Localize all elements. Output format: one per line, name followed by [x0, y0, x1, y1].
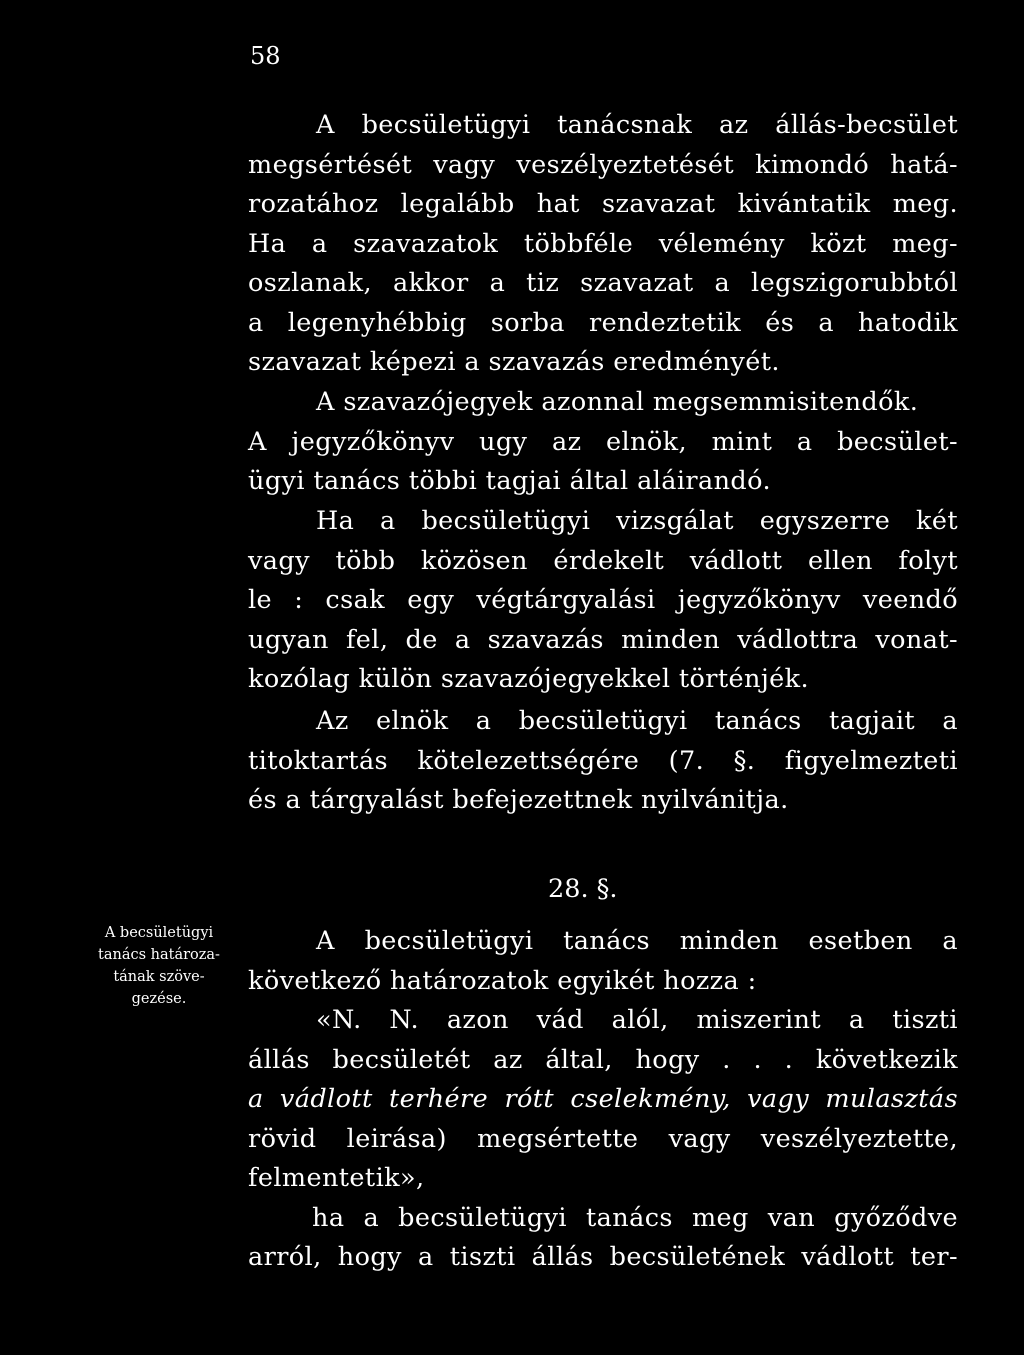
text-line: Az elnök a becsületügyi tanács tagjait a: [316, 706, 958, 736]
text-line: «N. N. azon vád alól, miszerint a tiszti: [316, 1005, 958, 1035]
text-line: a vádlott terhére rótt cselekmény, vagy mulasztás: [248, 1084, 958, 1114]
paragraph-4: [248, 702, 958, 821]
paragraph-2: [248, 383, 958, 502]
margin-note-line: A becsületügyi: [104, 925, 214, 941]
margin-note: [80, 922, 238, 1010]
text-line: A jegyzőkönyv ugy az elnök, mint a becsület-: [248, 426, 958, 457]
text-line: le : csak egy végtárgyalási jegyzőkönyv veendő: [248, 585, 958, 615]
text-line: arról, hogy a tiszti állás becsületének vádlott ter-: [248, 1242, 958, 1272]
text-line: A becsületügyi tanácsnak az állás-becsület: [316, 110, 958, 140]
paragraph-1: [248, 106, 958, 383]
text-line: felmentetik»,: [248, 1163, 425, 1193]
text-line: kozólag külön szavazójegyekkel történjék.: [248, 664, 809, 694]
text-line: ugyan fel, de a szavazás minden vádlottra vonat-: [248, 624, 958, 655]
text-line: rozatához legalább hat szavazat kivántatik meg.: [248, 189, 958, 219]
text-line: Ha a becsületügyi vizsgálat egyszerre két: [316, 506, 958, 536]
margin-note-line: gezése.: [131, 991, 187, 1007]
text-line: oszlanak, akkor a tiz szavazat a legszigorubbtól: [248, 268, 958, 298]
text-line: megsértését vagy veszélyeztetését kimondó hatá-: [248, 149, 958, 180]
text-line: Ha a szavazatok többféle vélemény közt meg-: [248, 228, 958, 259]
text-line: ha a becsületügyi tanács meg van győződve: [312, 1202, 958, 1233]
text-line: és a tárgyalást befejezettnek nyilvánitja.: [248, 785, 789, 815]
text-line: vagy több közösen érdekelt vádlott ellen folyt: [248, 545, 958, 576]
text-line: ügyi tanács többi tagjai által aláirandó.: [248, 466, 771, 496]
text-line: állás becsületét az által, hogy . . . következik: [248, 1044, 958, 1075]
text-line: A szavazójegyek azonnal megsemmisitendők.: [316, 387, 919, 417]
paragraph-3: [248, 502, 958, 700]
text-line: rövid leirása) megsértette vagy veszélyeztette,: [248, 1123, 958, 1154]
text-line: következő határozatok egyikét hozza :: [248, 965, 757, 996]
margin-note-line: tanács határoza-: [98, 947, 220, 963]
text-line: A becsületügyi tanács minden esetben a: [316, 926, 958, 956]
text-line: a legenyhébbig sorba rendeztetik és a hatodik: [248, 307, 958, 338]
page-number: 58: [250, 42, 281, 70]
section-heading: 28. §.: [548, 874, 618, 904]
text-line: titoktartás kötelezettségére (7. §. figyelmezteti: [248, 745, 958, 776]
margin-note-line: tának szöve-: [113, 969, 205, 985]
text-line: szavazat képezi a szavazás eredményét.: [248, 347, 780, 377]
section-text: [248, 922, 958, 1278]
